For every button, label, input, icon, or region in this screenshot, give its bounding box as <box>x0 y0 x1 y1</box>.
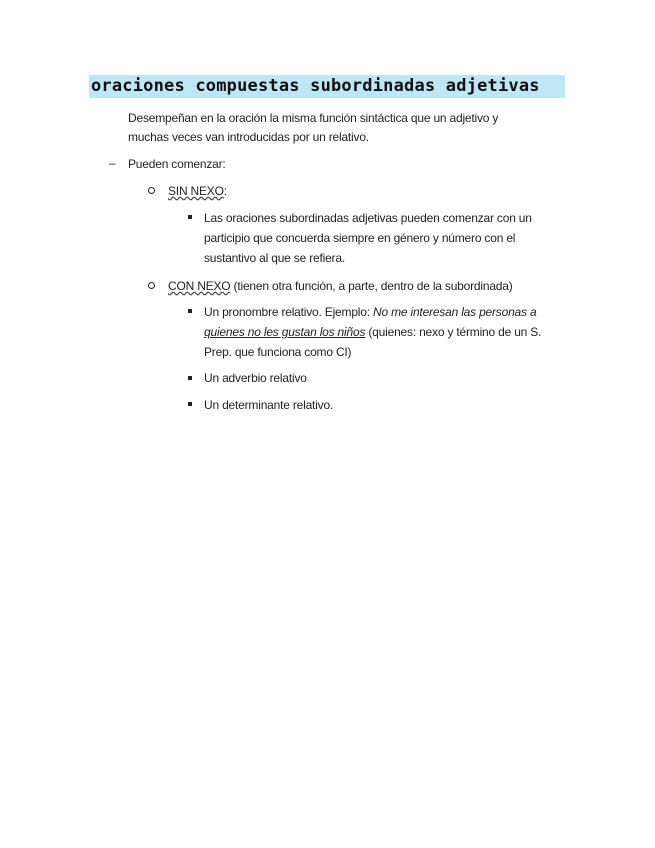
con-nexo-item <box>168 276 513 296</box>
con-nexo-note: (tienen otra función, a parte, dentro de la subordinada) <box>230 279 513 293</box>
sin-nexo-label: SIN NEXO <box>168 184 224 198</box>
pronombre-line-2 <box>204 322 541 342</box>
pronombre-example-b: quienes no les gustan los niños <box>204 325 366 339</box>
pronombre-explanation: (quienes: nexo y término de un S. <box>365 325 542 339</box>
sin-nexo-detail-line-2: participio que concuerda siempre en género y número con el <box>204 231 516 245</box>
section-heading: oraciones compuestas subordinadas adjetivas <box>91 76 540 96</box>
sin-nexo-colon: : <box>223 184 227 198</box>
sin-nexo-detail-line-3: sustantivo al que se refiera. <box>204 251 345 265</box>
adverbio-relativo: Un adverbio relativo <box>204 371 307 385</box>
sin-nexo-item <box>168 181 227 201</box>
intro-line-1: Desempeñan en la oración la misma función sintáctica que un adjetivo y <box>128 111 499 125</box>
determinante-relativo: Un determinante relativo. <box>204 398 334 412</box>
sin-nexo-detail-line-1: Las oraciones subordinadas adjetivas pueden comenzar con un <box>204 211 532 225</box>
circle-bullet-con-nexo <box>148 282 155 289</box>
section-heading-bar <box>89 75 565 98</box>
square-bullet-participio <box>188 215 192 219</box>
square-bullet-determinante <box>188 402 192 406</box>
bullet-pueden-comenzar: Pueden comenzar: <box>128 157 226 171</box>
pronombre-intro: Un pronombre relativo. Ejemplo: <box>204 305 374 319</box>
pronombre-example-a: No me interesan las personas a <box>373 305 537 319</box>
circle-bullet-sin-nexo <box>148 187 155 194</box>
intro-line-2: muchas veces van introducidas por un relativo. <box>128 130 369 144</box>
con-nexo-label: CON NEXO <box>168 279 231 293</box>
pronombre-line-3: Prep. que funciona como CI) <box>204 345 352 359</box>
square-bullet-pronombre <box>188 309 192 313</box>
dash-bullet: – <box>109 156 116 170</box>
pronombre-line-1 <box>204 302 536 322</box>
square-bullet-adverbio <box>188 376 192 380</box>
